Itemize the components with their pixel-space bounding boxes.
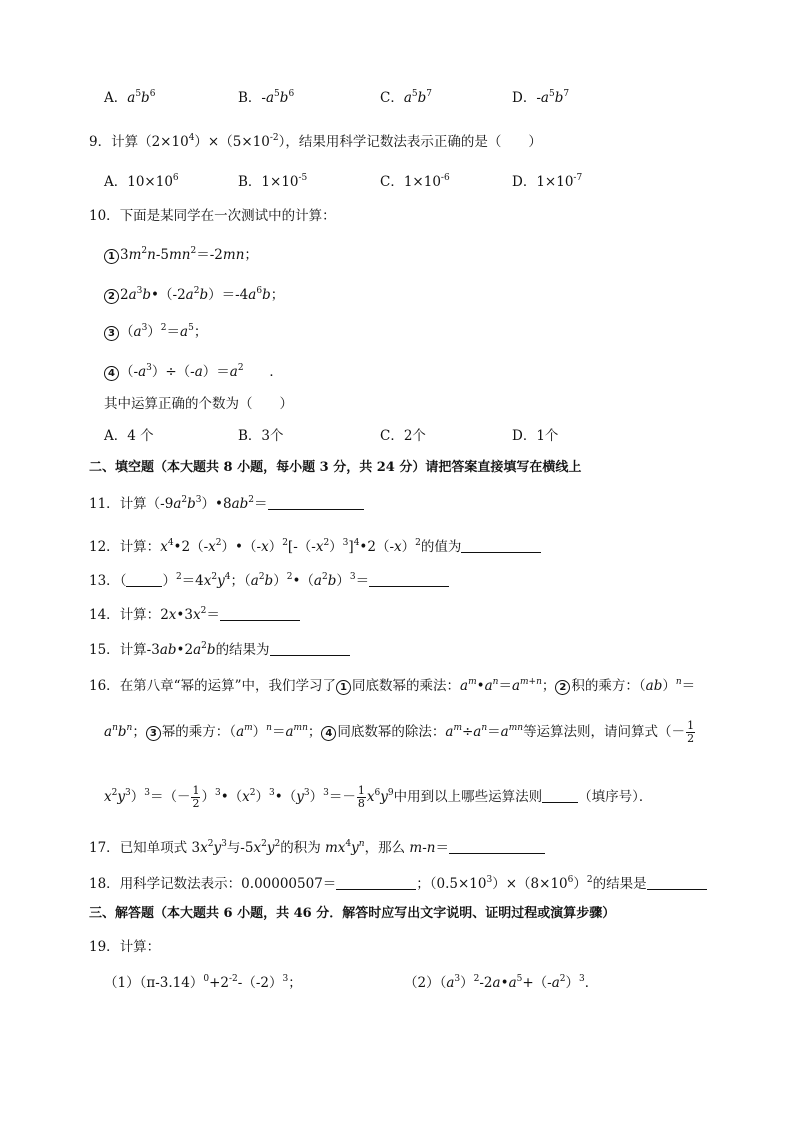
question-19: 19．计算： xyxy=(89,939,161,955)
q10-ask: 其中运算正确的个数为（ ） xyxy=(104,396,293,412)
section-2-heading: 二、填空题（本大题共 8 小题，每小题 3 分，共 24 分）请把答案直接填写在横线上 xyxy=(89,460,582,475)
question-16: 16．在第八章“幂的运算”中，我们学习了 1 同底数幂的乘法：$a^m•a^n=a^{m+n}$； 2 积的乘方：（ab）$^n$＝ xyxy=(89,677,696,694)
question-12: 12．计算：$x^4•2(-x^2)•(-x)^2[-(-x^2)^3]^4•2(-x)^2$的值为 xyxy=(89,537,541,557)
q10-item-1: 1 $3m^2n-5mn^2=-2mn$； xyxy=(104,245,258,265)
question-18: 18．用科学记数法表示：0.00000507＝ ；$(0.5\times 10^3)\times(8\times 10^6)^2$的结果是 xyxy=(89,874,707,894)
question-11: 11．计算$(-9a^2b^3)•8ab^2=$ xyxy=(89,494,364,514)
question-17: 17．已知单项式 $3x^2y^3$与$-5x^2y^2$的积为 $mx^4y^n$，那么 m-n＝ xyxy=(89,838,545,858)
question-13: 13．（ ）$^2=4x^2y^4$；$(a^2b)^2•(a^2b)^3=$ xyxy=(89,571,449,591)
q9-option-d: D．$1\times 10^{-7}$ xyxy=(512,173,583,190)
answer-blank[interactable] xyxy=(542,788,578,803)
question-10: 10．下面是某同学在一次测试中的计算： xyxy=(89,208,336,224)
answer-blank[interactable] xyxy=(336,875,416,890)
answer-blank[interactable] xyxy=(220,606,300,621)
answer-blank[interactable] xyxy=(461,538,541,553)
q10-item-3: 3 $(a^3)^2=a^5$； xyxy=(104,322,207,342)
q10-option-c: C．2个 xyxy=(380,428,426,444)
q9-option-b: B．$1\times 10^{-5}$ xyxy=(238,173,308,190)
q10-option-a: A．4 个 xyxy=(104,428,154,444)
q10-option-b: B．3个 xyxy=(238,428,284,444)
answer-blank[interactable] xyxy=(449,839,545,854)
question-14: 14．计算：$2x•3x^2=$ xyxy=(89,605,300,625)
q8-option-c: C．$a^5b^7$ xyxy=(380,89,433,106)
q8-option-a: A．$a^5b^6$ xyxy=(104,89,156,106)
q9-option-a: A．$10\times 10^6$ xyxy=(104,173,179,190)
q10-option-d: D．1个 xyxy=(512,428,559,444)
answer-blank[interactable] xyxy=(268,495,364,510)
question-19-part-2: $(2)(a^3)^2-2a•a^5+(-a^2)^3$． xyxy=(404,974,599,991)
q8-option-b: B．$-a^5b^6$ xyxy=(238,89,295,106)
section-3-heading: 三、解答题（本大题共 6 小题，共 46 分．解答时应写出文字说明、证明过程或演算步骤） xyxy=(89,906,616,921)
answer-blank[interactable] xyxy=(647,875,707,890)
question-15: 15．计算$-3ab•2a^2b$的结果为 xyxy=(89,640,350,660)
answer-blank[interactable] xyxy=(369,572,449,587)
question-9: 9．计算$(2\times 10^4)\times(5\times 10^{-2})$，结果用科学记数法表示正确的是（ ） xyxy=(89,133,542,150)
question-16-line-2: $a^nb^n$； 3 幂的乘方：$(a^m)^n=a^{mn}$； 4 同底数幂的除法：$a^m\div a^n=a^{mn}$等运算法则，请问算式（－ $\frac{1}{2}$ xyxy=(104,719,695,745)
q8-option-d: D．$-a^5b^7$ xyxy=(512,89,570,106)
q10-item-2: 2 $2a^3b•(-2a^2b)=-4a^6b$； xyxy=(104,285,284,305)
question-16-line-3: $x^2y^3)^3=(-$ $\frac{1}{2}$ ）$^3•(x^2)^3•(y^3)^3=-$ $\frac{1}{8}$ $x^6y^9$中用到以上哪些运算法则 （填序号）． xyxy=(104,784,653,810)
q10-item-4: 4 $(-a^3)\div(-a)=a^2$ ． xyxy=(104,362,283,382)
question-19-part-1: $(1)(\pi-3.14)^0+2^{-2}-(-2)^3$； xyxy=(104,974,302,991)
answer-blank[interactable] xyxy=(126,572,162,587)
q9-option-c: C．$1\times 10^{-6}$ xyxy=(380,173,450,190)
answer-blank[interactable] xyxy=(270,641,350,656)
